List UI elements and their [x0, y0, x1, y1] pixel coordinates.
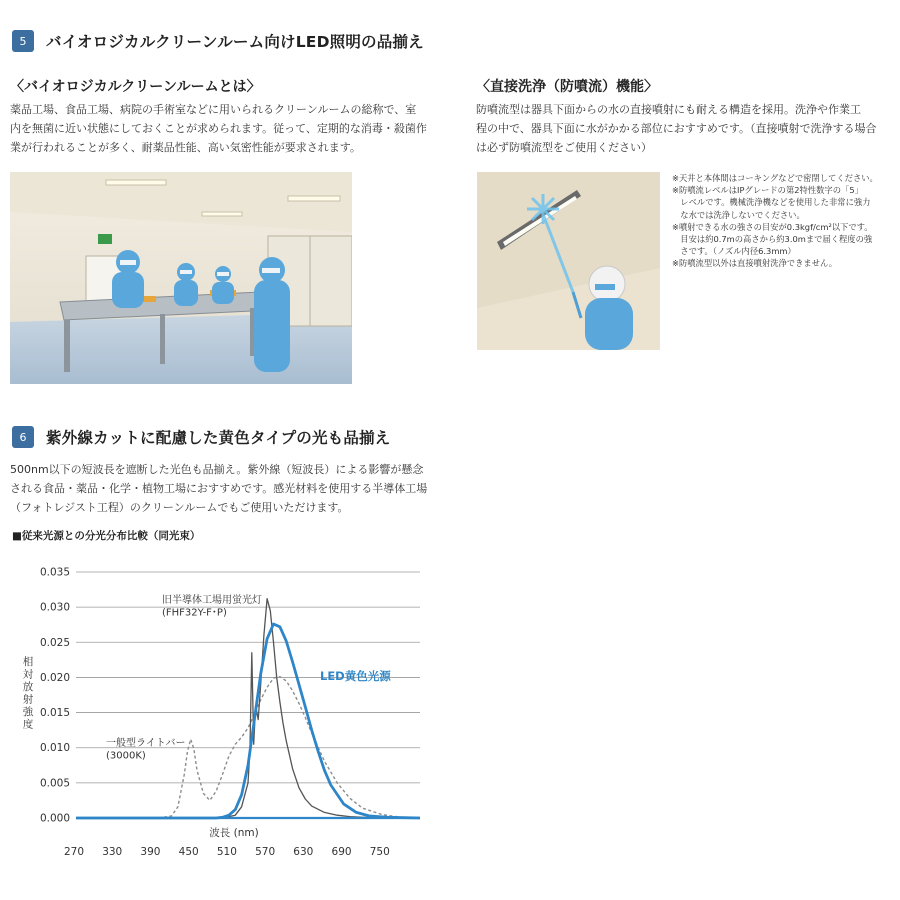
wash-notes [672, 172, 878, 270]
cleanroom-description [10, 100, 450, 157]
y-axis-label-char: 対 [22, 668, 34, 681]
y-tick-label: 0.005 [39, 777, 70, 790]
note-line: ※天井と本体間はコーキングなどで密閉してください。 [672, 173, 878, 183]
series-label: 旧半導体工場用蛍光灯 [162, 595, 262, 606]
section6-title: 紫外線カットに配慮した黄色タイプの光も品揃え [46, 429, 391, 447]
note-line: さです。（ノズル内径6.3mm） [672, 246, 796, 257]
uv-cut-description [10, 460, 470, 517]
x-tick-label: 750 [369, 846, 390, 858]
x-tick-label: 630 [293, 846, 314, 858]
y-tick-label: 0.035 [39, 566, 70, 579]
series-line-solid-thin [76, 599, 420, 818]
cleanroom-line: 業が行われることが多く、耐薬品性能、高い気密性能が要求されます。 [10, 141, 361, 154]
x-tick-label: 390 [140, 846, 161, 858]
cleanroom-subtitle: 〈バイオロジカルクリーンルームとは〉 [10, 79, 261, 95]
series-label: (FHF32Y-F･P) [162, 607, 227, 619]
section5-number-badge: 5 [12, 30, 34, 52]
section5-header [12, 28, 424, 54]
y-axis-label-char: 放 [22, 681, 34, 693]
section6-number-badge: 6 [12, 426, 34, 448]
y-tick-label: 0.015 [39, 707, 70, 720]
wash-subtitle: 〈直接洗浄（防噴流）機能〉 [476, 79, 658, 95]
uv-cut-line: される食品・薬品・化学・植物工場におすすめです。感光材料を使用する半導体工場 [10, 482, 428, 495]
y-axis-label-char: 射 [22, 693, 34, 706]
x-tick-label: 270 [63, 846, 85, 858]
x-tick-label: 570 [255, 846, 276, 858]
cleanroom-line: 内を無菌に近い状態にしておくことが求められます。従って、定期的な消毒・殺菌作 [10, 122, 427, 135]
note-line: ※防噴流レベルはIPグレードの第2特性数字の「5」 [672, 185, 863, 196]
section5-title: バイオロジカルクリーンルーム向けLED照明の品揃え [46, 33, 424, 51]
y-tick-label: 0.020 [39, 671, 70, 684]
y-tick-label: 0.000 [39, 812, 70, 825]
x-axis-label: 波長 (nm) [209, 827, 259, 839]
note-line: な水では洗浄しないでください。 [672, 209, 805, 220]
series-label: (3000K) [106, 750, 146, 762]
spray-wash-illustration [477, 172, 660, 350]
wash-line: 防噴流型は器具下面からの水の直接噴射にも耐える構造を採用。洗浄や作業工 [476, 103, 861, 116]
y-axis-label-char: 相 [22, 656, 34, 668]
y-tick-label: 0.010 [39, 742, 70, 755]
uv-cut-line: 500nm以下の短波長を遮断した光色も品揃え。紫外線（短波長）による影響が懸念 [10, 463, 424, 476]
y-axis-label-char: 強 [22, 706, 34, 718]
x-tick-label: 690 [331, 846, 352, 858]
cleanroom-illustration [10, 172, 352, 384]
y-axis-label-char: 度 [22, 718, 34, 731]
y-tick-label: 0.030 [39, 601, 70, 614]
x-tick-label: 330 [102, 846, 123, 858]
wash-line: は必ず防噴流型をご使用ください） [476, 141, 652, 154]
y-tick-label: 0.025 [39, 636, 70, 649]
series-label: 一般型ライトバー [106, 738, 186, 749]
series-line-solid-thick [76, 624, 420, 818]
note-line: レベルです。機械洗浄機などを使用した非常に強力 [672, 197, 871, 208]
wash-description [476, 100, 896, 157]
spectral-distribution-chart [0, 555, 460, 875]
x-tick-label: 510 [216, 846, 237, 858]
chart-caption: ■従来光源との分光分布比較（同光束） [12, 530, 201, 542]
note-line: ※噴射できる水の強さの目安が0.3kgf/cm²以下です。 [672, 221, 873, 232]
section6-header [12, 424, 390, 450]
cleanroom-line: 薬品工場、食品工場、病院の手術室などに用いられるクリーンルームの総称で、室 [10, 103, 417, 116]
series-label: LED黄色光源 [320, 669, 391, 683]
x-tick-label: 450 [178, 846, 199, 858]
note-line: 目安は約0.7mの高さから約3.0mまで届く程度の強 [672, 234, 873, 245]
wash-line: 程の中で、器具下面に水がかかる部位におすすめです。（直接噴射で洗浄する場合 [476, 122, 877, 135]
note-line: ※防噴流型以外は直接噴射洗浄できません。 [672, 258, 838, 269]
uv-cut-line: （フォトレジスト工程）のクリーンルームでもご使用いただけます。 [10, 501, 349, 514]
